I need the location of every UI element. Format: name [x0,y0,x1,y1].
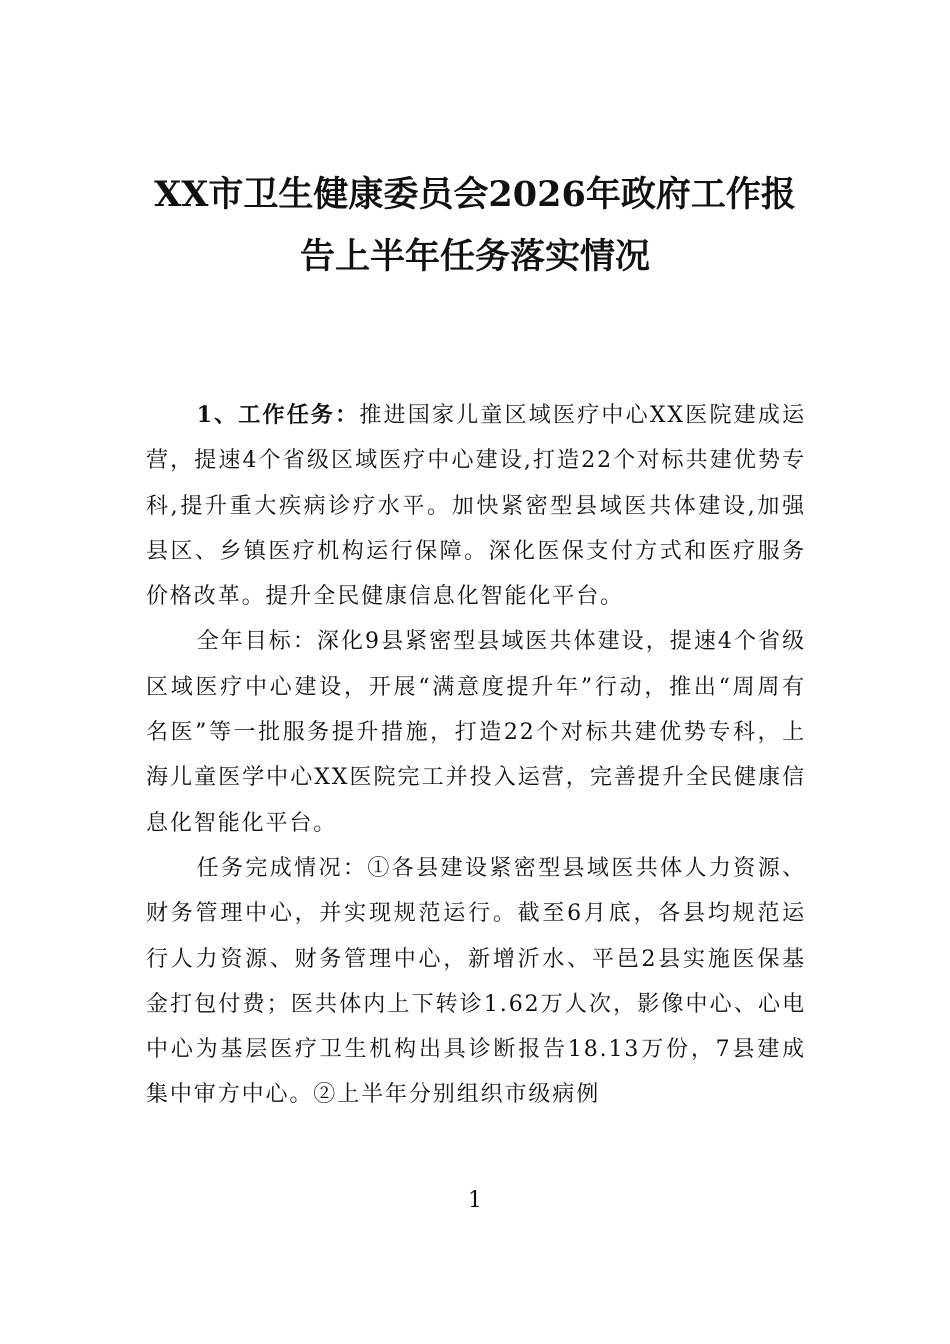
paragraph-text: 推进国家儿童区域医疗中心XX医院建成运营，提速4个省级区域医疗中心建设,打造22个对标共建优势专科,提升重大疾病诊疗水平。加快紧密型县域医共体建设,加强县区、乡镇医疗机构运行保障。深化医保支付方式和医疗服务价格改革。提升全民健康信息化智能化平台。 [146,403,806,610]
paragraph-annual-goal [146,619,806,845]
paragraph-task-completion [146,846,806,1118]
document-body [146,393,806,1118]
title-line-2: 告上半年任务落实情况 [299,236,650,277]
page-number: 1 [468,1188,482,1213]
title-line-1: XX市卫生健康委员会2026年政府工作报 [154,174,796,215]
paragraph-text: 全年目标：深化9县紧密型县域医共体建设，提速4个省级区域医疗中心建设，开展“满意度提升年”行动，推出“周周有名医”等一批服务提升措施，打造22个对标共建优势专科，上海儿童医学中心XX医院完工并投入运营，完善提升全民健康信息化智能化平台。 [146,629,806,836]
paragraph-text: 任务完成情况：①各县建设紧密型县域医共体人力资源、财务管理中心，并实现规范运行。截至6月底，各县均规范运行人力资源、财务管理中心，新增沂水、平邑2县实施医保基金打包付费；医共体内上下转诊1.62万人次，影像中心、心电中心为基层医疗卫生机构出具诊断报告18.13万份，7县建成集中审方中心。②上半年分别组织市级病例 [146,855,806,1108]
paragraph-lead: 1、工作任务： [196,402,360,428]
document-title [140,164,810,288]
paragraph-work-task [146,393,806,619]
